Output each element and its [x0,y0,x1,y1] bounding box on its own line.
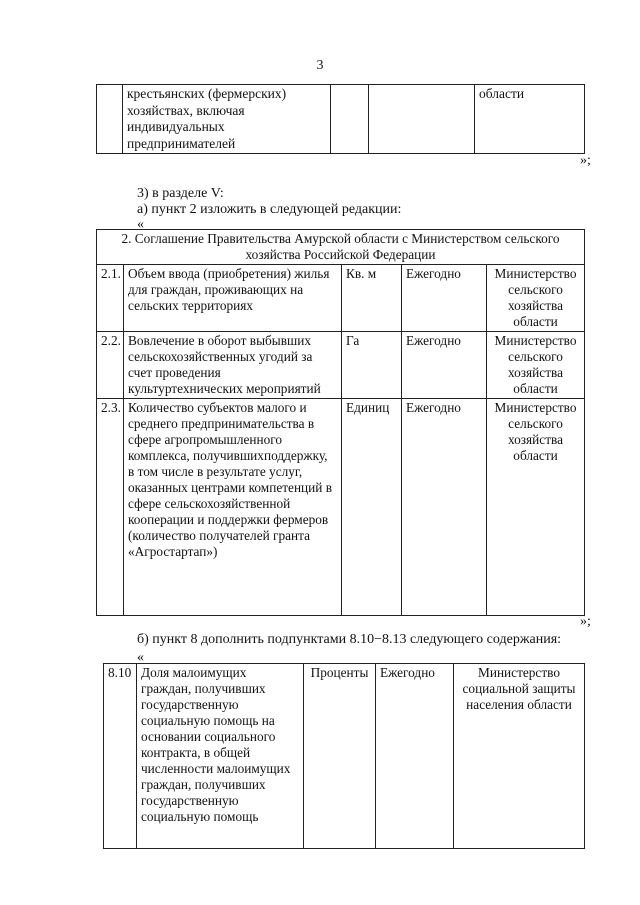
indicator-text: Объем ввода (приобретения) жилья для граждан, проживающих на сельских территориях [124,265,342,332]
opening-quote: « [137,217,144,232]
responsible-cell: области [475,85,585,154]
table-row [97,332,585,399]
responsible-cell: Министерство сельского хозяйства области [487,332,585,399]
unit-cell: Проценты [304,664,376,849]
table-row [97,85,585,154]
opening-quote: « [137,650,144,665]
period-cell: Ежегодно [402,399,487,616]
table-header-row [97,230,585,265]
indicators-table [96,229,585,616]
section-heading: 3) в разделе V: [137,186,224,201]
unit-cell [331,85,369,154]
closing-quote: »; [580,614,591,629]
row-number: 2.1. [97,265,124,332]
continuation-table [96,84,585,154]
page-number: 3 [316,58,324,73]
social-indicators-table [103,663,585,849]
row-number: 8.10 [104,664,137,849]
row-number: 2.3. [97,399,124,616]
table-row [104,664,585,849]
unit-cell: Единиц [342,399,402,616]
row-number: 2.2. [97,332,124,399]
agreement-header: 2. Соглашение Правительства Амурской области с Министерством сельского хозяйства Российской Федерации [97,230,585,265]
responsible-cell: Министерство социальной защиты населения области [454,664,585,849]
table-row [97,399,585,616]
section-b-instruction: б) пункт 8 дополнить подпунктами 8.10−8.13 следующего содержания: [137,632,562,647]
table-row [97,265,585,332]
period-cell: Ежегодно [376,664,454,849]
responsible-cell: Министерство сельского хозяйства области [487,399,585,616]
closing-quote: »; [580,153,591,168]
indicator-text: Количество субъектов малого и среднего предпринимательства в сфере агропромышленного комплекса, получившихподдержку, в том числе в результате услуг, оказанных центрами компетенций в сфере сельскохозяйственной кооперации и поддержки фермеров (количество получателей гранта «Агростартап») [124,399,342,616]
unit-cell: Га [342,332,402,399]
section-instruction: а) пункт 2 изложить в следующей редакции: [137,202,402,217]
responsible-cell: Министерство сельского хозяйства области [487,265,585,332]
indicator-text: Доля малоимущих граждан, получивших государственную социальную помощь на основании социального контракта, в общей численности малоимущих граждан, получивших государственную социальную помощь [137,664,304,849]
indicator-text: Вовлечение в оборот выбывших сельскохозяйственных угодий за счет проведения культуртехнических мероприятий [124,332,342,399]
row-number [97,85,123,154]
unit-cell: Кв. м [342,265,402,332]
period-cell: Ежегодно [402,265,487,332]
indicator-text: крестьянских (фермерских) хозяйствах, включая индивидуальных предпринимателей [123,85,331,154]
period-cell [369,85,475,154]
period-cell: Ежегодно [402,332,487,399]
